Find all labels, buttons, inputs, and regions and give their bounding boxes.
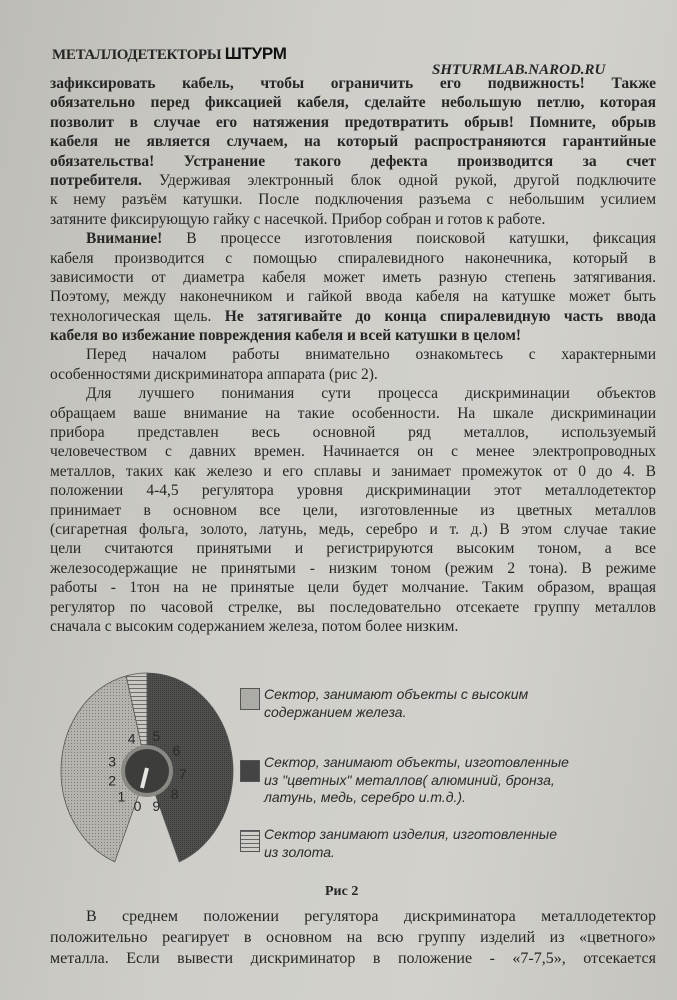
text-line	[50, 307, 656, 326]
text-line	[50, 578, 656, 597]
text-line	[50, 93, 656, 112]
bold-text: потребителя.	[50, 171, 142, 189]
text-line	[50, 365, 656, 384]
bold-text: позволит в случае его натяжения предотвратить обрыв! Помните, обрыв	[50, 113, 656, 131]
legend-item-iron	[264, 686, 528, 721]
text-line	[50, 287, 656, 306]
text: (сигаретная фольга, золото, латунь, медь, серебро и т. д.) В этом случае такие	[50, 520, 656, 538]
legend-swatch-iron	[240, 688, 260, 710]
text-line	[50, 132, 656, 151]
text: Для лучшего понимания сути процесса дискриминации объектов	[86, 385, 656, 403]
text-line	[50, 249, 656, 268]
text: принимает в основном все цели, изготовленные из цветных металлов	[50, 501, 656, 519]
text-line	[50, 423, 656, 442]
legend-text: Сектор, занимают объекты, изготовленные	[264, 754, 569, 770]
text-line	[50, 345, 656, 364]
legend-text: из "цветных" металлов( алюминий, бронза,	[264, 771, 555, 788]
text-line	[50, 598, 656, 617]
text: Перед началом работы внимательно ознакомьтесь с характерными	[86, 346, 656, 364]
text: Удерживая электронный блок одной рукой, другой подключите	[141, 171, 656, 189]
dial-number: 1	[117, 788, 126, 805]
dial-number: 5	[152, 728, 161, 745]
dial-number: 6	[172, 742, 181, 759]
legend-text: Сектор занимают изделия, изготовленные	[264, 826, 557, 842]
text: Поэтому, между наконечником и гайкой ввода кабеля на катушке может быть	[50, 288, 656, 306]
text: В процессе изготовления поисковой катушки, фиксация	[162, 230, 656, 248]
text-line	[50, 442, 656, 461]
text: обращаем ваше внимание на такие особенности. На шкале дискриминации	[50, 404, 656, 422]
legend-text: Сектор, занимают объекты с высоким	[264, 686, 529, 702]
text-line: В среднем положении регулятора дискриминатора металлодетектор	[86, 908, 656, 925]
text-line	[50, 462, 656, 481]
text: особенностями дискриминатора аппарата (рис 2).	[50, 365, 378, 383]
body-text	[50, 74, 656, 636]
legend-swatch-nonferrous	[240, 760, 260, 782]
discriminator-dial-diagram	[50, 668, 250, 873]
text: сначала с высоким содержанием железа, потом более низким.	[50, 617, 459, 635]
text-line	[50, 74, 656, 93]
text: зависимости от диаметра кабеля может иметь разную степень затягивания.	[50, 268, 656, 286]
website-url: SHTURMLAB.NAROD.RU	[432, 62, 606, 78]
bold-text: Внимание!	[86, 230, 163, 248]
header-brand: ШТУРМ	[224, 44, 287, 63]
legend-text: содержанием железа.	[264, 703, 407, 720]
bold-text: обязательно перед фиксацией кабеля, сделайте небольшую петлю, которая	[50, 94, 656, 112]
text-line	[50, 481, 656, 500]
legend-item-gold	[264, 826, 557, 861]
continued-text	[50, 906, 656, 969]
text: затяните фиксирующую гайку с насечкой. Прибор собран и готов к работе.	[50, 210, 546, 228]
text: прибора представлен весь основной ряд металлов, используемый	[50, 424, 656, 442]
text-line	[50, 171, 656, 190]
text-line	[50, 384, 656, 403]
text-line	[50, 520, 656, 539]
bold-text: обязательства! Устранение такого дефекта производится за счет	[50, 152, 656, 170]
text: к нему разъём катушки. После подключения разъема с небольшим усилием	[50, 191, 656, 209]
dial-number: 3	[108, 753, 117, 770]
legend-item-nonferrous	[264, 754, 569, 807]
text-line	[50, 113, 656, 132]
dial-number: 4	[127, 730, 136, 747]
text: цели считаются принятыми и регистрируются высоким тоном, а все	[50, 540, 656, 558]
dial-number: 2	[108, 772, 117, 789]
text-line	[50, 152, 656, 171]
bold-text: кабеля не является случаем, на который распространяются гарантийные	[50, 133, 656, 151]
running-header	[52, 44, 287, 64]
bold-text: зафиксировать кабель, чтобы ограничить его подвижность! Также	[50, 75, 656, 92]
bold-text: кабеля во избежание повреждения кабеля и всей катушки в целом!	[50, 327, 522, 345]
text-line	[50, 559, 656, 578]
dial-number: 8	[170, 786, 179, 803]
figure-caption: Рис 2	[325, 884, 359, 899]
text-line: положительно реагирует в основном на всю группу изделий из «цветного»	[50, 929, 656, 946]
dial-number: 0	[133, 797, 142, 814]
legend-swatch-gold	[240, 830, 260, 852]
text: человечеством с давних времен. Начинается он с менее электропроводных	[50, 443, 656, 461]
text: регулятор по часовой стрелке, вы последовательно отсекаете группу металлов	[50, 598, 656, 616]
text-line	[50, 229, 656, 248]
legend-text: латунь, медь, серебро и.т.д.).	[264, 789, 466, 805]
text-line: металла. Если вывести дискриминатор в положение - «7-7,5», отсекается	[50, 950, 656, 967]
text-line	[50, 404, 656, 423]
dial-number: 7	[178, 766, 187, 783]
text: металлов, таких как железо и его сплавы и занимает промежуток от 0 до 4. В	[50, 462, 656, 480]
text-line	[50, 326, 656, 345]
text-line	[50, 617, 656, 636]
text: железосодержащие не принятыми - низким тоном (режим 2 тона). В режиме	[50, 559, 656, 577]
text: технологическая щель.	[50, 307, 225, 325]
text-line	[50, 501, 656, 520]
text-line	[50, 190, 656, 209]
legend-text: из золота.	[264, 843, 335, 860]
text-line	[50, 539, 656, 558]
dial-number: 9	[152, 797, 161, 814]
text: работы - 1тон на не принятые цели будет молчание. Таким образом, вращая	[50, 579, 656, 597]
text-line	[50, 210, 656, 229]
text-line	[50, 268, 656, 287]
bold-text: Не затягивайте до конца спиралевидную часть ввода	[224, 307, 656, 325]
header-title: МЕТАЛЛОДЕТЕКТОРЫ	[52, 47, 222, 63]
text: кабеля производится с помощью спиралевидного наконечника, который в	[50, 249, 656, 267]
text: положении 4-4,5 регулятора уровня дискриминации этот металлодетектор	[50, 482, 656, 500]
